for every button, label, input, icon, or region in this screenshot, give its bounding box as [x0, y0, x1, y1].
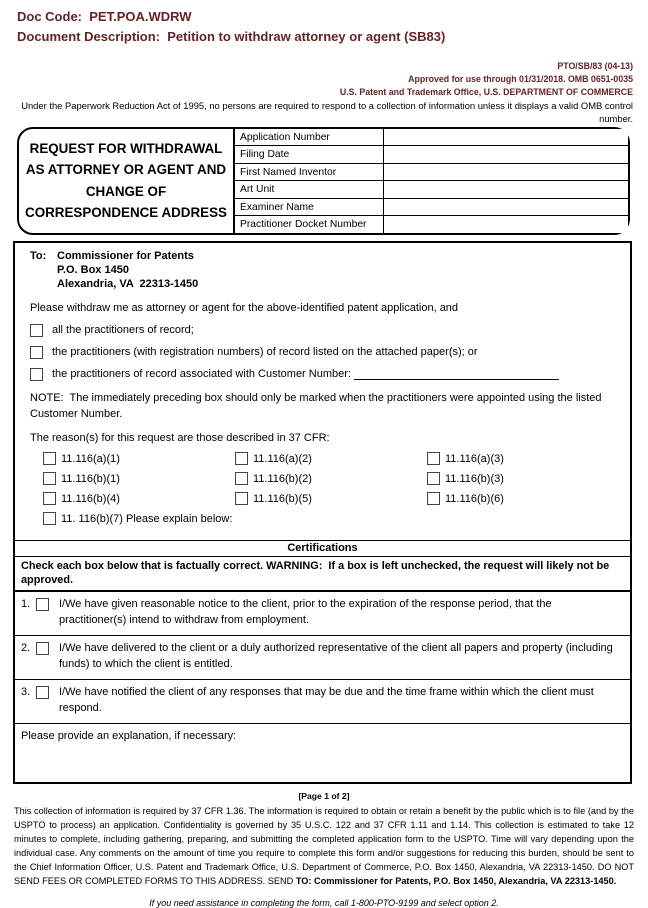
assistance-note: If you need assistance in completing the form, call 1-800-PTO-9199 and select option 2.: [149, 897, 499, 908]
checkbox-all-practitioners[interactable]: [30, 324, 43, 337]
form-body-box: [13, 241, 632, 784]
withdraw-option-row: [30, 368, 616, 381]
table-row: [235, 181, 628, 199]
doc-code-header: [0, 0, 648, 47]
first-named-inventor-label: First Named Inventor: [235, 164, 384, 181]
checkbox-reason-11116b4[interactable]: [43, 492, 56, 505]
checkbox-reason-11116b3[interactable]: [427, 472, 440, 485]
first-named-inventor-input[interactable]: [384, 164, 628, 181]
reason-row: [43, 512, 616, 525]
application-fields-table: [233, 129, 628, 233]
certification-text: I/We have notified the client of any responses that may be due and the time frame within which the client must respond.: [59, 685, 594, 714]
certification-row: [15, 680, 630, 724]
withdraw-option-row: [30, 324, 616, 337]
checkbox-reason-11116b7[interactable]: [43, 512, 56, 525]
form-title-line: CHANGE OF: [85, 183, 167, 199]
reason-label: 11.116(b)(1): [61, 472, 120, 485]
doc-code-line: [17, 7, 648, 27]
reason-label: 11.116(a)(2): [253, 452, 312, 465]
form-title-line: CORRESPONDENCE ADDRESS: [25, 205, 227, 221]
form-title-line: AS ATTORNEY OR AGENT AND: [25, 162, 227, 178]
withdraw-option-label: the practitioners (with registration numbers) of record listed on the attached paper(s); or: [52, 346, 478, 359]
agency-line: U.S. Patent and Trademark Office, U.S. DEPARTMENT OF COMMERCE: [339, 86, 633, 97]
checkbox-certification-3[interactable]: [36, 686, 49, 699]
form-meta-block: [0, 60, 648, 126]
addressee-address: [57, 249, 198, 292]
checkbox-reason-11116b6[interactable]: [427, 492, 440, 505]
checkbox-reason-11116b5[interactable]: [235, 492, 248, 505]
application-number-label: Application Number: [235, 129, 384, 146]
doc-code-label: Doc Code:: [17, 9, 82, 24]
withdrawal-section: [15, 243, 630, 540]
withdraw-intro-text: Please withdraw me as attorney or agent for the above-identified patent application, and: [30, 301, 459, 314]
examiner-name-input[interactable]: [384, 199, 628, 216]
reason-label: 11.116(b)(3): [445, 472, 504, 485]
checkbox-reason-11116a1[interactable]: [43, 452, 56, 465]
reason-label: 11.116(b)(2): [253, 472, 312, 485]
art-unit-input[interactable]: [384, 181, 628, 198]
practitioner-docket-number-label: Practitioner Docket Number: [235, 216, 384, 233]
certification-row: [15, 636, 630, 680]
title-box: [17, 127, 630, 235]
form-title: [19, 129, 233, 233]
checkbox-customer-number-practitioners[interactable]: [30, 368, 43, 381]
explanation-input-area[interactable]: [21, 742, 620, 778]
burden-statement: [14, 805, 634, 889]
art-unit-label: Art Unit: [235, 181, 384, 198]
application-number-input[interactable]: [384, 129, 628, 146]
certification-number: 3.: [21, 685, 31, 698]
form-title-line: REQUEST FOR WITHDRAWAL: [29, 140, 223, 156]
explanation-label: Please provide an explanation, if necessary:: [21, 729, 237, 742]
reason-row: [427, 452, 616, 465]
burden-statement-text: This collection of information is required by 37 CFR 1.36. The information is required to obtain or retain a benefit by the public which is to file (and by the USPTO to process) an application. Confidentiality is governed by 35 U.S.C. 122 and 37 CFR 1.11 and 1.14. This collection is estimated to take 12 minutes to complete, including gathering, preparing, and submitting the completed application form to the USPTO. Time will vary depending upon the individual case. Any comments on the amount of time you require to complete this form and/or suggestions for reducing this burden, should be sent to the Chief Information Officer, U.S. Patent and Trademark Office, U.S. Department of Commerce, P.O. Box 1450, Alexandria, VA 22313-1450. DO NOT SEND FEES OR COMPLETED FORMS TO THIS ADDRESS. SEND: [14, 805, 634, 886]
reason-label: 11.116(b)(6): [445, 492, 504, 505]
checkbox-certification-1[interactable]: [36, 598, 49, 611]
form-number: PTO/SB/83 (04-13): [557, 61, 633, 72]
page-indicator: [Page 1 of 2]: [298, 790, 350, 801]
explanation-section: [15, 724, 630, 782]
reason-row: [43, 492, 235, 505]
checkbox-reason-11116b2[interactable]: [235, 472, 248, 485]
filing-date-label: Filing Date: [235, 146, 384, 163]
reason-label: 11.116(a)(3): [445, 452, 504, 465]
doc-code-value: PET.POA.WDRW: [89, 9, 192, 24]
practitioner-docket-number-input[interactable]: [384, 216, 628, 233]
certifications-header: Certifications: [15, 540, 630, 557]
burden-statement-send-to: TO: Commissioner for Patents, P.O. Box 1450, Alexandria, VA 22313-1450.: [295, 875, 617, 886]
checkbox-reason-11116a3[interactable]: [427, 452, 440, 465]
withdraw-option-label: the practitioners of record associated with Customer Number:: [52, 368, 351, 381]
reason-label: 11.116(a)(1): [61, 452, 120, 465]
certification-text: I/We have delivered to the client or a duly authorized representative of the client all papers and property (including funds) to which the client is entitled.: [59, 642, 613, 670]
reason-row: [235, 452, 427, 465]
reasons-checkbox-grid: [43, 452, 616, 505]
addressee-block: [30, 249, 616, 292]
reason-label: 11.116(b)(4): [61, 492, 120, 505]
certification-row: [15, 592, 630, 636]
table-row: [235, 129, 628, 147]
table-row: [235, 216, 628, 233]
filing-date-input[interactable]: [384, 146, 628, 163]
certification-number: 1.: [21, 598, 31, 611]
checkbox-certification-2[interactable]: [36, 642, 49, 655]
withdraw-option-label: all the practitioners of record;: [52, 324, 194, 337]
customer-number-note: NOTE: The immediately preceding box should only be marked when the practitioners were appointed using the listed Customer Number.: [30, 391, 605, 420]
reason-row: [235, 492, 427, 505]
doc-description-value: Petition to withdraw attorney or agent (SB83): [167, 29, 446, 45]
certifications-warning: Check each box below that is factually correct. WARNING: If a box is left unchecked, the request will likely not be approved.: [15, 557, 630, 592]
approval-note: Approved for use through 01/31/2018. OMB 0651-0035: [408, 74, 633, 85]
checkbox-reason-11116a2[interactable]: [235, 452, 248, 465]
reason-row: [427, 492, 616, 505]
checkbox-listed-practitioners[interactable]: [30, 346, 43, 359]
address-line: Commissioner for Patents: [57, 249, 194, 262]
doc-description-line: [17, 27, 648, 47]
reason-b7-label: 11. 116(b)(7) Please explain below:: [61, 512, 233, 525]
doc-description-label: Document Description:: [17, 29, 161, 45]
to-label: To:: [30, 249, 47, 262]
reason-row: [235, 472, 427, 485]
customer-number-input[interactable]: [354, 369, 559, 380]
reason-row: [427, 472, 616, 485]
reason-label: 11.116(b)(5): [253, 492, 312, 505]
certification-text: I/We have given reasonable notice to the client, prior to the expiration of the response period, that the practitioner(s) intend to withdraw from employment.: [59, 598, 552, 627]
examiner-name-label: Examiner Name: [235, 199, 384, 216]
address-line: P.O. Box 1450: [57, 264, 129, 277]
address-line: Alexandria, VA 22313-1450: [57, 278, 199, 291]
certification-number: 2.: [21, 642, 31, 654]
table-row: [235, 164, 628, 182]
checkbox-reason-11116b1[interactable]: [43, 472, 56, 485]
reason-row: [43, 452, 235, 465]
reasons-intro-text: The reason(s) for this request are those described in 37 CFR:: [30, 431, 330, 444]
withdraw-option-row: [30, 346, 616, 359]
table-row: [235, 199, 628, 217]
table-row: [235, 146, 628, 164]
paperwork-reduction-note: Under the Paperwork Reduction Act of 1995, no persons are required to respond to a collection of information unless it displays a valid OMB control number.: [21, 99, 633, 125]
reason-row: [43, 472, 235, 485]
